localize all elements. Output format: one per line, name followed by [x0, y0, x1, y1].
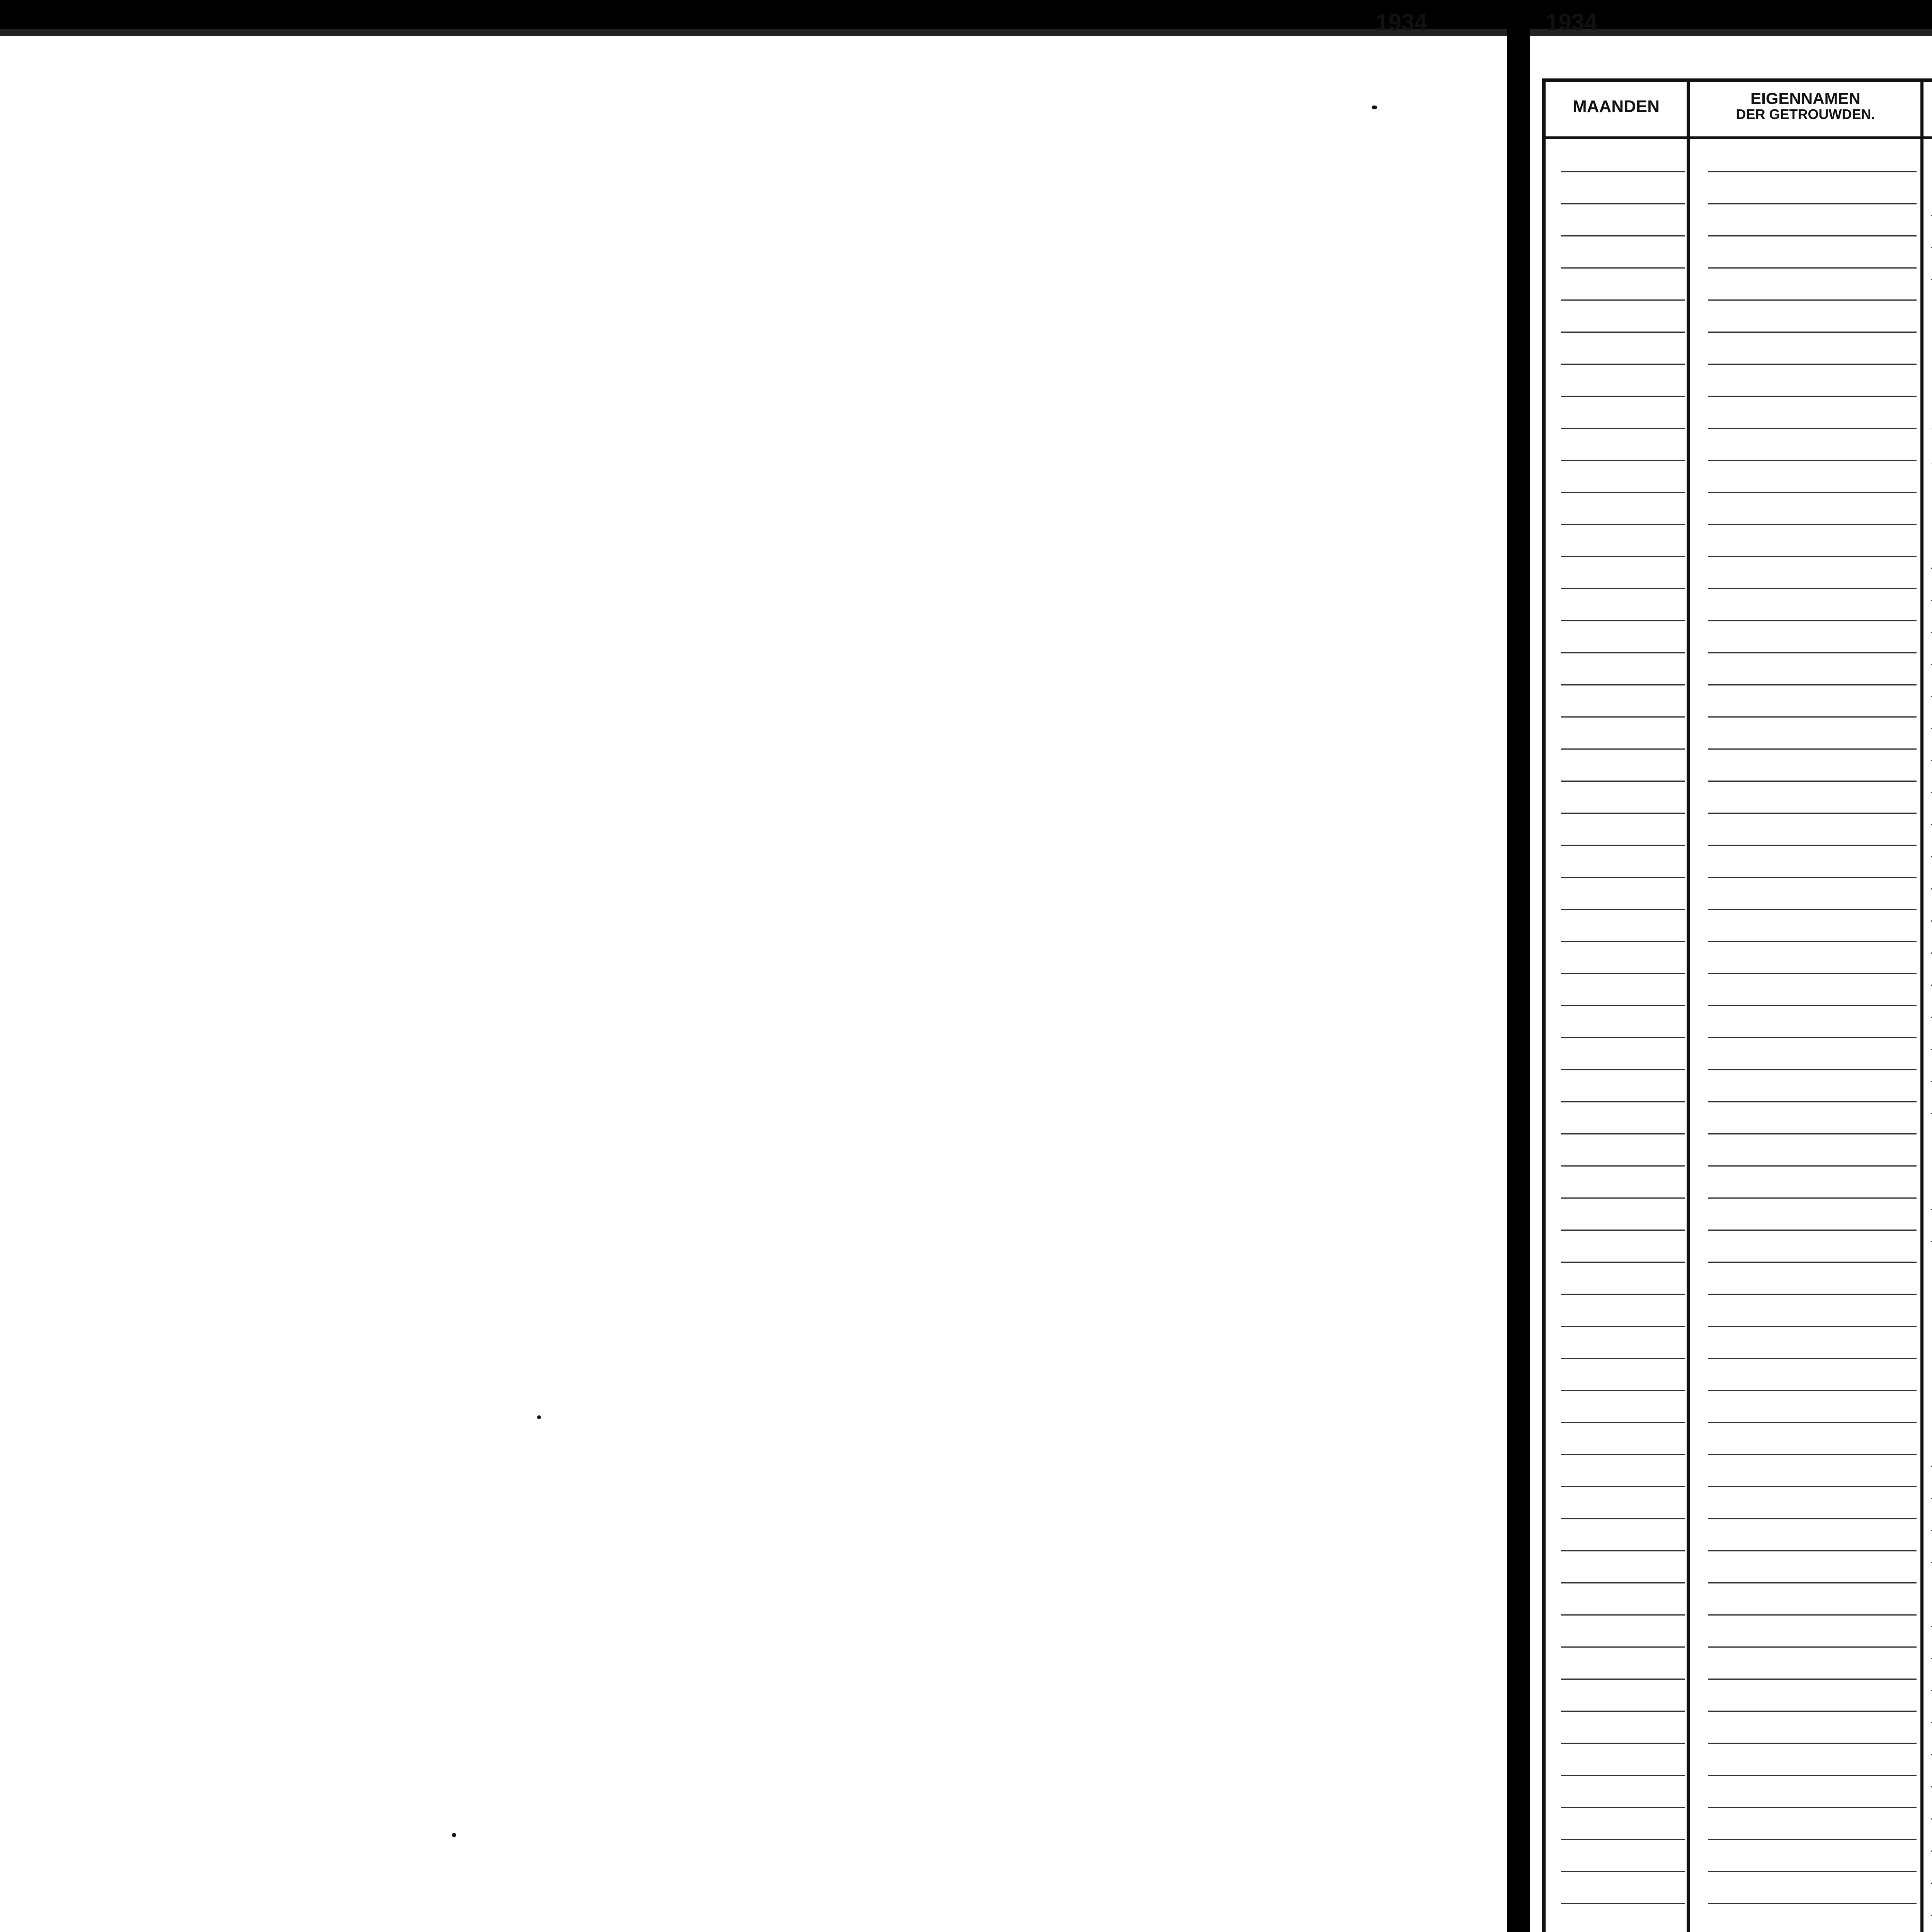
ruled-line [1708, 620, 1917, 621]
names-column-header: EIGENNAMEN DER GETROUWDEN. [1736, 89, 1875, 122]
ruled-line [1561, 267, 1685, 269]
ruled-line [1561, 1871, 1685, 1872]
ruled-line [1561, 1326, 1685, 1327]
ruled-line [1561, 299, 1685, 301]
page-header-year-left: 1934 [1376, 9, 1427, 35]
names-column-divider [1920, 82, 1923, 1932]
ruled-line [1708, 396, 1917, 397]
ruled-line [1561, 1358, 1685, 1359]
ruled-line [1708, 652, 1917, 653]
ruled-line [1708, 1871, 1917, 1872]
register-page [1530, 9, 1932, 1932]
ruled-line [1708, 556, 1917, 557]
ruled-columns [1546, 82, 1920, 1932]
ruled-line [1708, 1101, 1917, 1102]
ruled-line [1708, 1679, 1917, 1680]
ruled-line [1708, 1839, 1917, 1840]
ruled-line [1561, 1454, 1685, 1455]
ruled-line [1561, 492, 1685, 493]
ruled-line [1708, 973, 1917, 974]
ruled-line [1561, 1294, 1685, 1295]
ruled-line [1561, 1646, 1685, 1648]
ruled-line [1708, 1614, 1917, 1616]
page-header-year-right: 1934 [1546, 9, 1597, 35]
ruled-line [1561, 941, 1685, 942]
ruled-line [1561, 973, 1685, 974]
ruled-line [1708, 1454, 1917, 1455]
ruled-line [1708, 1550, 1917, 1551]
ruled-line [1561, 235, 1685, 236]
ruled-line [1561, 781, 1685, 782]
ruled-line [1708, 845, 1917, 846]
ruled-line [1561, 716, 1685, 718]
ruled-line [1561, 171, 1685, 172]
ruled-line [1708, 1294, 1917, 1295]
ruled-line [1561, 332, 1685, 333]
ruled-line [1708, 1230, 1917, 1231]
ruled-line [1708, 1775, 1917, 1776]
ruled-line [1708, 716, 1917, 718]
ruled-line [1561, 1518, 1685, 1519]
ruled-line [1708, 1262, 1917, 1263]
ruled-line [1561, 1582, 1685, 1583]
ruled-line [1561, 1262, 1685, 1263]
months-column-header: MAANDEN [1573, 97, 1660, 116]
ruled-line [1561, 1711, 1685, 1712]
ruled-line [1561, 428, 1685, 429]
ruled-line [1708, 203, 1917, 204]
ruled-line [1708, 877, 1917, 878]
ruled-text-column [1923, 82, 1932, 1932]
ruled-line [1708, 171, 1917, 172]
ruled-line [1708, 364, 1917, 365]
ruled-line [1561, 652, 1685, 653]
ruled-line [1561, 684, 1685, 685]
ruled-line [1708, 684, 1917, 685]
scan-speck [1372, 105, 1377, 109]
ruled-line [1561, 1133, 1685, 1134]
ruled-line [1708, 1807, 1917, 1808]
ruled-line [1708, 1358, 1917, 1359]
ruled-line [1561, 1775, 1685, 1776]
ruled-line [1561, 845, 1685, 846]
ruled-line [1708, 1646, 1917, 1648]
ruled-line [1561, 877, 1685, 878]
ruled-line [1708, 332, 1917, 333]
ruled-line [1561, 1197, 1685, 1199]
ruled-line [1708, 588, 1917, 589]
ruled-line [1708, 1486, 1917, 1487]
ruled-line [1708, 299, 1917, 301]
ruled-line [1561, 203, 1685, 204]
ruled-line [1561, 1743, 1685, 1744]
ruled-line [1561, 1069, 1685, 1070]
ruled-line [1561, 1550, 1685, 1551]
ruled-line [1708, 781, 1917, 782]
ruled-line [1708, 1133, 1917, 1134]
ruled-line [1561, 524, 1685, 525]
ruled-line [1561, 1101, 1685, 1102]
ruled-line [1708, 813, 1917, 814]
ruled-line [1561, 909, 1685, 910]
ruled-line [1561, 460, 1685, 461]
ruled-line [1561, 1390, 1685, 1391]
ruled-line [1708, 1005, 1917, 1006]
ruled-line [1561, 1230, 1685, 1231]
ruled-line [1708, 1582, 1917, 1583]
ruled-line [1561, 620, 1685, 621]
ruled-line [1708, 1197, 1917, 1199]
ruled-line [1708, 748, 1917, 750]
scan-speck [452, 1833, 456, 1837]
ruled-line [1561, 396, 1685, 397]
ruled-line [1708, 1422, 1917, 1423]
ruled-line [1708, 1743, 1917, 1744]
ruled-line [1708, 524, 1917, 525]
ruled-line [1708, 1390, 1917, 1391]
ruled-line [1561, 1839, 1685, 1840]
ruled-line [1561, 364, 1685, 365]
ruled-line [1708, 1518, 1917, 1519]
ruled-line [1708, 1165, 1917, 1167]
ruled-line [1561, 1903, 1685, 1904]
ruled-line [1708, 1037, 1917, 1038]
scan-speck [537, 1415, 541, 1419]
ruled-line [1561, 1614, 1685, 1616]
ruled-line [1561, 748, 1685, 750]
ruled-line [1561, 813, 1685, 814]
ruled-line [1561, 1486, 1685, 1487]
ruled-line [1708, 492, 1917, 493]
ruled-line [1708, 1903, 1917, 1904]
ruled-line [1708, 1711, 1917, 1712]
ruled-line [1561, 1037, 1685, 1038]
ruled-line [1708, 941, 1917, 942]
ruled-line [1561, 1165, 1685, 1167]
ruled-line [1561, 1807, 1685, 1808]
ruled-line [1561, 1422, 1685, 1423]
ruled-line [1708, 909, 1917, 910]
register-frame [1542, 78, 1932, 1932]
ruled-line [1708, 235, 1917, 236]
ruled-line [1561, 1005, 1685, 1006]
ruled-line [1561, 1679, 1685, 1680]
ruled-line [1708, 460, 1917, 461]
ruled-line [1708, 267, 1917, 269]
ruled-line [1708, 1069, 1917, 1070]
ruled-line [1561, 588, 1685, 589]
blank-left-page [0, 9, 1507, 1932]
ruled-line [1708, 1326, 1917, 1327]
ruled-line [1708, 428, 1917, 429]
ruled-line [1561, 556, 1685, 557]
